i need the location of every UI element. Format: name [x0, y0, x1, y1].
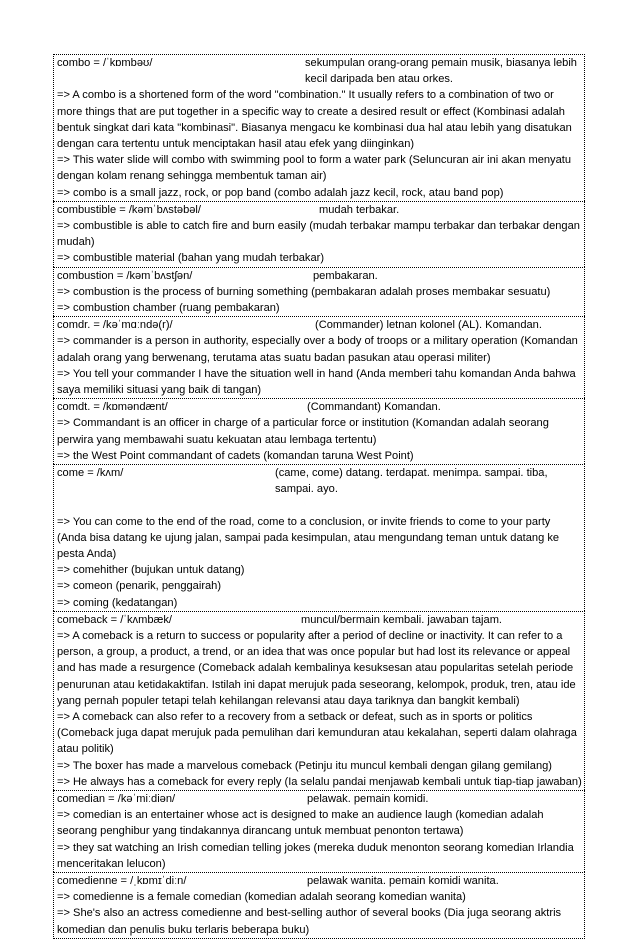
entry-line: => the West Point commandant of cadets (komandan taruna West Point)	[57, 449, 414, 462]
entry-headword: combustible = /kəmˈbʌstəbəl/	[57, 203, 201, 216]
entry-headword: come = /kʌm/	[57, 467, 124, 479]
entry-line: => He always has a comeback for every reply (Ia selalu pandai menjawab kembali untuk tiap-tiap jawaban)	[57, 775, 582, 788]
entry-line: => comeon (penarik, penggairah)	[57, 580, 222, 593]
entry-combustion	[53, 267, 585, 317]
entry-line: => You tell your commander I have the situation well in hand (Anda memberi tahu komandan Anda bahwa saya memiliki situasi yang baik di tangan)	[57, 367, 576, 396]
entry-line: => comedienne is a female comedian (komedian adalah seorang komedian wanita)	[57, 891, 466, 904]
entry-line: => She's also an actress comedienne and best-selling author of several books (Dia juga seorang aktris komedian dan penulis buku terlaris beberapa buku)	[57, 907, 562, 936]
entry-definition: (Commandant) Komandan.	[307, 401, 441, 414]
entry-comeback	[53, 611, 585, 790]
entry-comdt	[53, 398, 585, 464]
entry-line: => combustible is able to catch fire and burn easily (mudah terbakar mampu terbakar dan terbakar dengan mudah)	[57, 220, 580, 249]
entry-comedienne	[53, 872, 585, 939]
entry-definition: sekumpulan orang-orang pemain musik, biasanya lebih kecil daripada ben atau orkes.	[305, 57, 577, 86]
entry-combo	[53, 54, 585, 201]
entry-definition: pelawak wanita. pemain komidi wanita.	[307, 875, 499, 888]
entry-line: => Commandant is an officer in charge of a particular force or institution (Komandan adalah seorang perwira yang membawahi suatu kekuatan atau lembaga tertentu)	[57, 417, 549, 446]
entry-line: => combustion chamber (ruang pembakaran)	[57, 302, 280, 314]
entry-comdr	[53, 316, 585, 398]
entry-line: => A comeback can also refer to a recovery from a setback or defeat, such as in sports or politics (Comeback juga dapat merujuk pada pemulihan dari kemunduran atau kekalahan, seperti dalam olahraga atau politik)	[57, 711, 577, 756]
entry-line: => A comeback is a return to success or popularity after a period of decline or inactivity. It can refer to a person, a group, a product, a trend, or an idea that was once popular but had lost its relevance or appeal and has made a resurgence (Comeback adalah kembalinya kesuksesan atau popularitas setelah periode penurunan atau ketidakaktifan. Istilah ini dapat merujuk pada seseorang, kelompok, produk, tren, atau ide yang pernah populer tetapi telah kehilangan relevansi atau daya tariknya dan bangkit kembali)	[57, 629, 576, 707]
entry-definition: pelawak. pemain komidi.	[307, 793, 429, 806]
entry-line: => comedian is an entertainer whose act is designed to make an audience laugh (komedian adalah seorang penghibur yang tindakannya dirancang untuk membuat penonton tertawa)	[57, 809, 544, 838]
entry-combustible	[53, 201, 585, 267]
entry-headword: comdr. = /kəˈmɑːndə(r)/	[57, 319, 173, 332]
entry-definition: pembakaran.	[313, 269, 378, 282]
entry-line: => This water slide will combo with swimming pool to form a water park (Seluncuran air ini akan menyatu dengan kolam renang sehingga membentuk taman air)	[57, 154, 572, 183]
entry-line: => coming (kedatangan)	[57, 596, 178, 609]
entry-line: => You can come to the end of the road, come to a conclusion, or invite friends to come to your party (Anda bisa datang ke ujung jalan, sampai pada kesimpulan, atau mengundang teman untuk datang ke pesta Anda)	[57, 515, 560, 560]
entry-line: => commander is a person in authority, especially over a body of troops or a military operation (Komandan adalah orang yang berwenang, terutama atas suatu badan pasukan atau operasi militer)	[57, 335, 578, 364]
dictionary-page	[53, 54, 585, 939]
entry-line: => combustion is the process of burning something (pembakaran adalah proses membakar sesuatu)	[57, 285, 551, 298]
entry-headword: comeback = /ˈkʌmbæk/	[57, 613, 172, 626]
entry-comedian	[53, 790, 585, 872]
entry-line: => A combo is a shortened form of the word "combination." It usually refers to a combination of two or more things that are put together in a specific way to create a desired result or effect (Kombinasi adalah bentuk singkat dari kata "kombinasi". Biasanya mengacu ke kombinasi dua hal atau lebih yang disatukan dengan cara tertentu untuk menciptakan hasil atau efek yang diinginkan)	[57, 89, 572, 150]
entry-headword: combo = /ˈkɒmbəʊ/	[57, 57, 153, 69]
entry-headword: comdt. = /kɒməndænt/	[57, 401, 168, 414]
entry-line: => they sat watching an Irish comedian telling jokes (mereka duduk menonton seorang komedian Irlandia menceritakan lelucon)	[57, 841, 574, 870]
entry-headword: combustion = /kəmˈbʌstʃən/	[57, 269, 193, 282]
entry-definition: mudah terbakar.	[319, 203, 400, 216]
entry-line: => The boxer has made a marvelous comeback (Petinju itu muncul kembali dengan gilang gemilang)	[57, 759, 552, 772]
entry-line: => combo is a small jazz, rock, or pop band (combo adalah jazz kecil, rock, atau band pop)	[57, 186, 504, 199]
entry-come	[53, 464, 585, 611]
entry-definition: muncul/bermain kembali. jawaban tajam.	[301, 613, 503, 626]
entry-definition: (Commander) letnan kolonel (AL). Komandan.	[315, 319, 542, 332]
entry-line: => combustible material (bahan yang mudah terbakar)	[57, 252, 325, 265]
entry-definition: (came, come) datang. terdapat. menimpa. sampai. tiba, sampai. ayo.	[275, 467, 548, 496]
entry-headword: comedian = /kəˈmiːdiən/	[57, 793, 176, 806]
entry-headword: comedienne = /ˌkɒmɪˈdiːn/	[57, 875, 187, 888]
entry-line: => comehither (bujukan untuk datang)	[57, 564, 245, 577]
